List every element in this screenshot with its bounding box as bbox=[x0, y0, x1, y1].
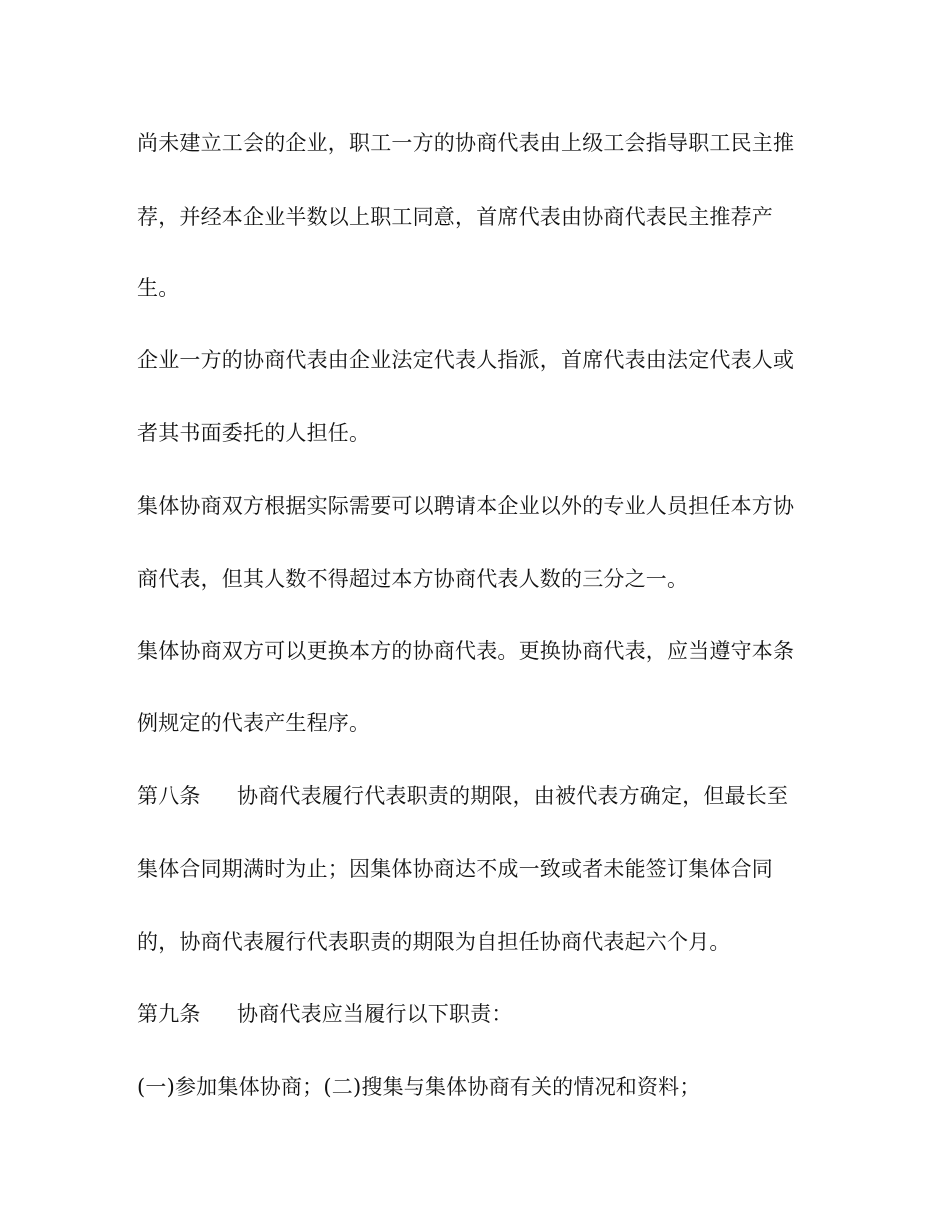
paragraph-line: 例规定的代表产生程序。 bbox=[137, 711, 371, 735]
paragraph-line: 的，协商代表履行代表职责的期限为自担任协商代表起六个月。 bbox=[137, 930, 731, 954]
paragraph-line: 生。 bbox=[137, 276, 180, 300]
paragraph-line: 集体协商双方可以更换本方的协商代表。更换协商代表，应当遵守本条 bbox=[137, 639, 795, 663]
article-8-first-line bbox=[137, 781, 788, 811]
paragraph-line: 集体合同期满时为止；因集体协商达不成一致或者未能签订集体合同 bbox=[137, 857, 773, 881]
article-9-text: 协商代表应当履行以下职责： bbox=[237, 1002, 513, 1026]
article-8-text: 协商代表履行代表职责的期限，由被代表方确定，但最长至 bbox=[237, 784, 789, 808]
article-8-label: 第八条 bbox=[137, 784, 201, 808]
paragraph-line: 集体协商双方根据实际需要可以聘请本企业以外的专业人员担任本方协 bbox=[137, 494, 795, 518]
paragraph-line: 商代表，但其人数不得超过本方协商代表人数的三分之一。 bbox=[137, 567, 689, 591]
paragraph-line: 企业一方的协商代表由企业法定代表人指派，首席代表由法定代表人或 bbox=[137, 348, 795, 372]
paragraph-line: (一)参加集体协商；(二)搜集与集体协商有关的情况和资料； bbox=[137, 1075, 701, 1099]
paragraph-line: 尚未建立工会的企业，职工一方的协商代表由上级工会指导职工民主推 bbox=[137, 131, 795, 155]
article-9-first-line bbox=[137, 999, 513, 1029]
article-9-label: 第九条 bbox=[137, 1002, 201, 1026]
paragraph-line: 者其书面委托的人担任。 bbox=[137, 421, 371, 445]
paragraph-line: 荐，并经本企业半数以上职工同意，首席代表由协商代表民主推荐产 bbox=[137, 205, 773, 229]
